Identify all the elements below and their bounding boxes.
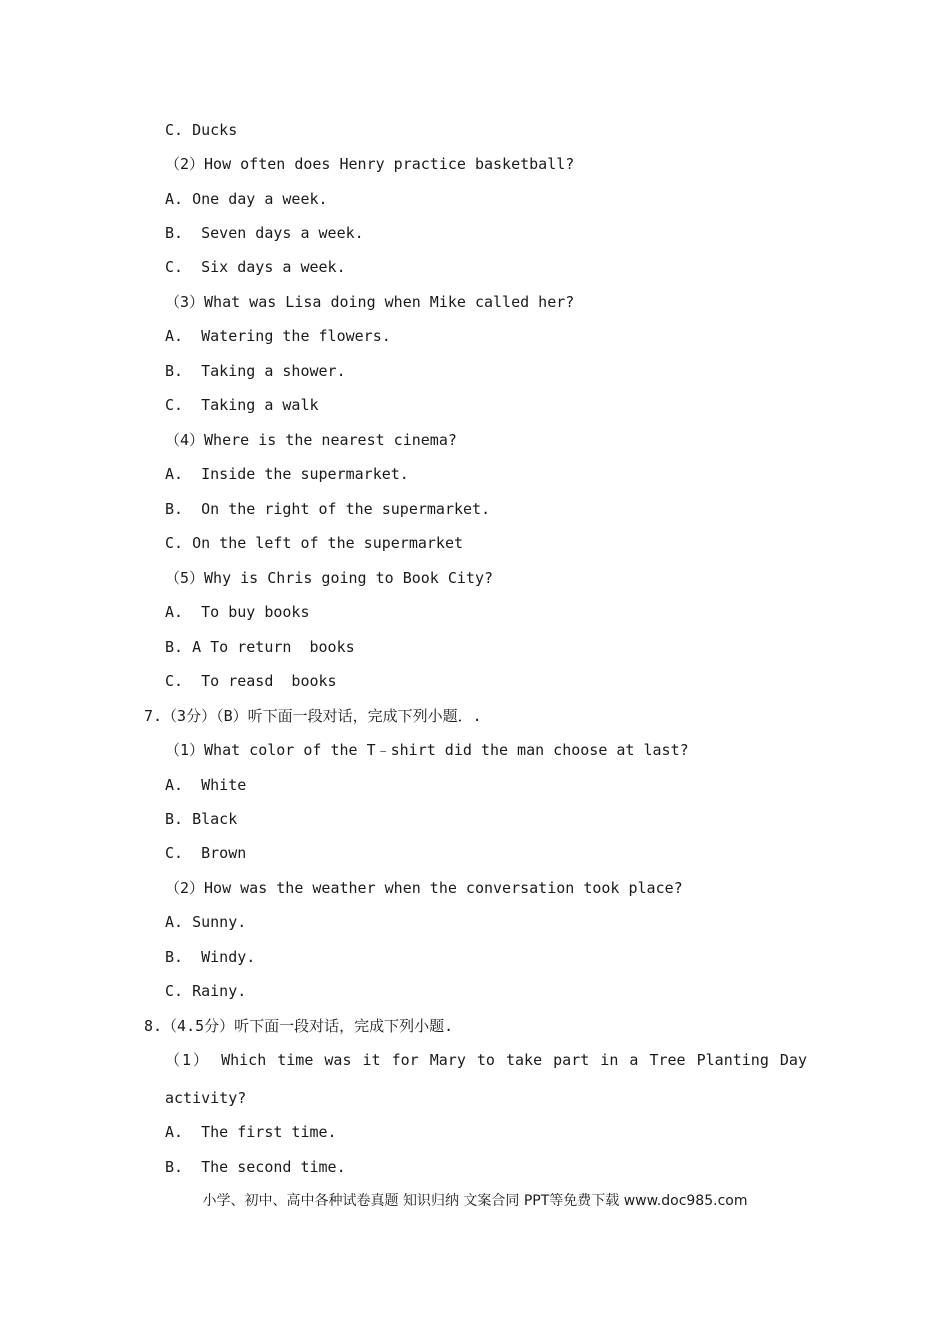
option-c: C. To reasd books xyxy=(165,672,337,690)
option-a: A. White xyxy=(165,776,247,794)
question-8-1-text: （1） Which time was it for Mary to take part in a Tree Planting Day xyxy=(165,1051,807,1069)
question-8-1-continuation: activity? xyxy=(165,1089,247,1107)
question-7-1-text: （1）What color of the T﹣shirt did the man choose at last? xyxy=(165,741,689,759)
option-a: A. Sunny. xyxy=(165,913,247,931)
question-3-text: （3）What was Lisa doing when Mike called her? xyxy=(165,293,575,311)
question-2-text: （2）How often does Henry practice basketball? xyxy=(165,155,575,173)
option-c: C. On the left of the supermarket xyxy=(165,534,464,552)
option-b: B. Windy. xyxy=(165,948,256,966)
section-8-heading: 8.（4.5分）听下面一段对话，完成下列小题. xyxy=(144,1017,454,1035)
option-c: C. Rainy. xyxy=(165,982,247,1000)
option-a: A. To buy books xyxy=(165,603,310,621)
question-4-text: （4）Where is the nearest cinema? xyxy=(165,431,457,449)
option-b: B. Black xyxy=(165,810,238,828)
option-a: A. Inside the supermarket. xyxy=(165,465,409,483)
option-b: B. Taking a shower. xyxy=(165,362,346,380)
option-c: C. Brown xyxy=(165,844,247,862)
option-b: B. A To return books xyxy=(165,638,355,656)
section-7-heading: 7.（3分）（B）听下面一段对话，完成下列小题．. xyxy=(144,707,482,725)
option-a: A. Watering the flowers. xyxy=(165,327,391,345)
page-footer: 小学、初中、高中各种试卷真题 知识归纳 文案合同 PPT等免费下载 www.doc985.com xyxy=(202,1193,748,1209)
option-c: C. Six days a week. xyxy=(165,258,346,276)
question-5-text: （5）Why is Chris going to Book City? xyxy=(165,569,494,587)
option-c: C. Taking a walk xyxy=(165,396,319,414)
option-a: A. One day a week. xyxy=(165,190,328,208)
option-b: B. The second time. xyxy=(165,1158,346,1176)
option-b: B. On the right of the supermarket. xyxy=(165,500,491,518)
option-a: A. The first time. xyxy=(165,1123,337,1141)
option-c-ducks: C. Ducks xyxy=(165,121,238,139)
question-7-2-text: （2）How was the weather when the conversation took place? xyxy=(165,879,683,897)
option-b: B. Seven days a week. xyxy=(165,224,364,242)
